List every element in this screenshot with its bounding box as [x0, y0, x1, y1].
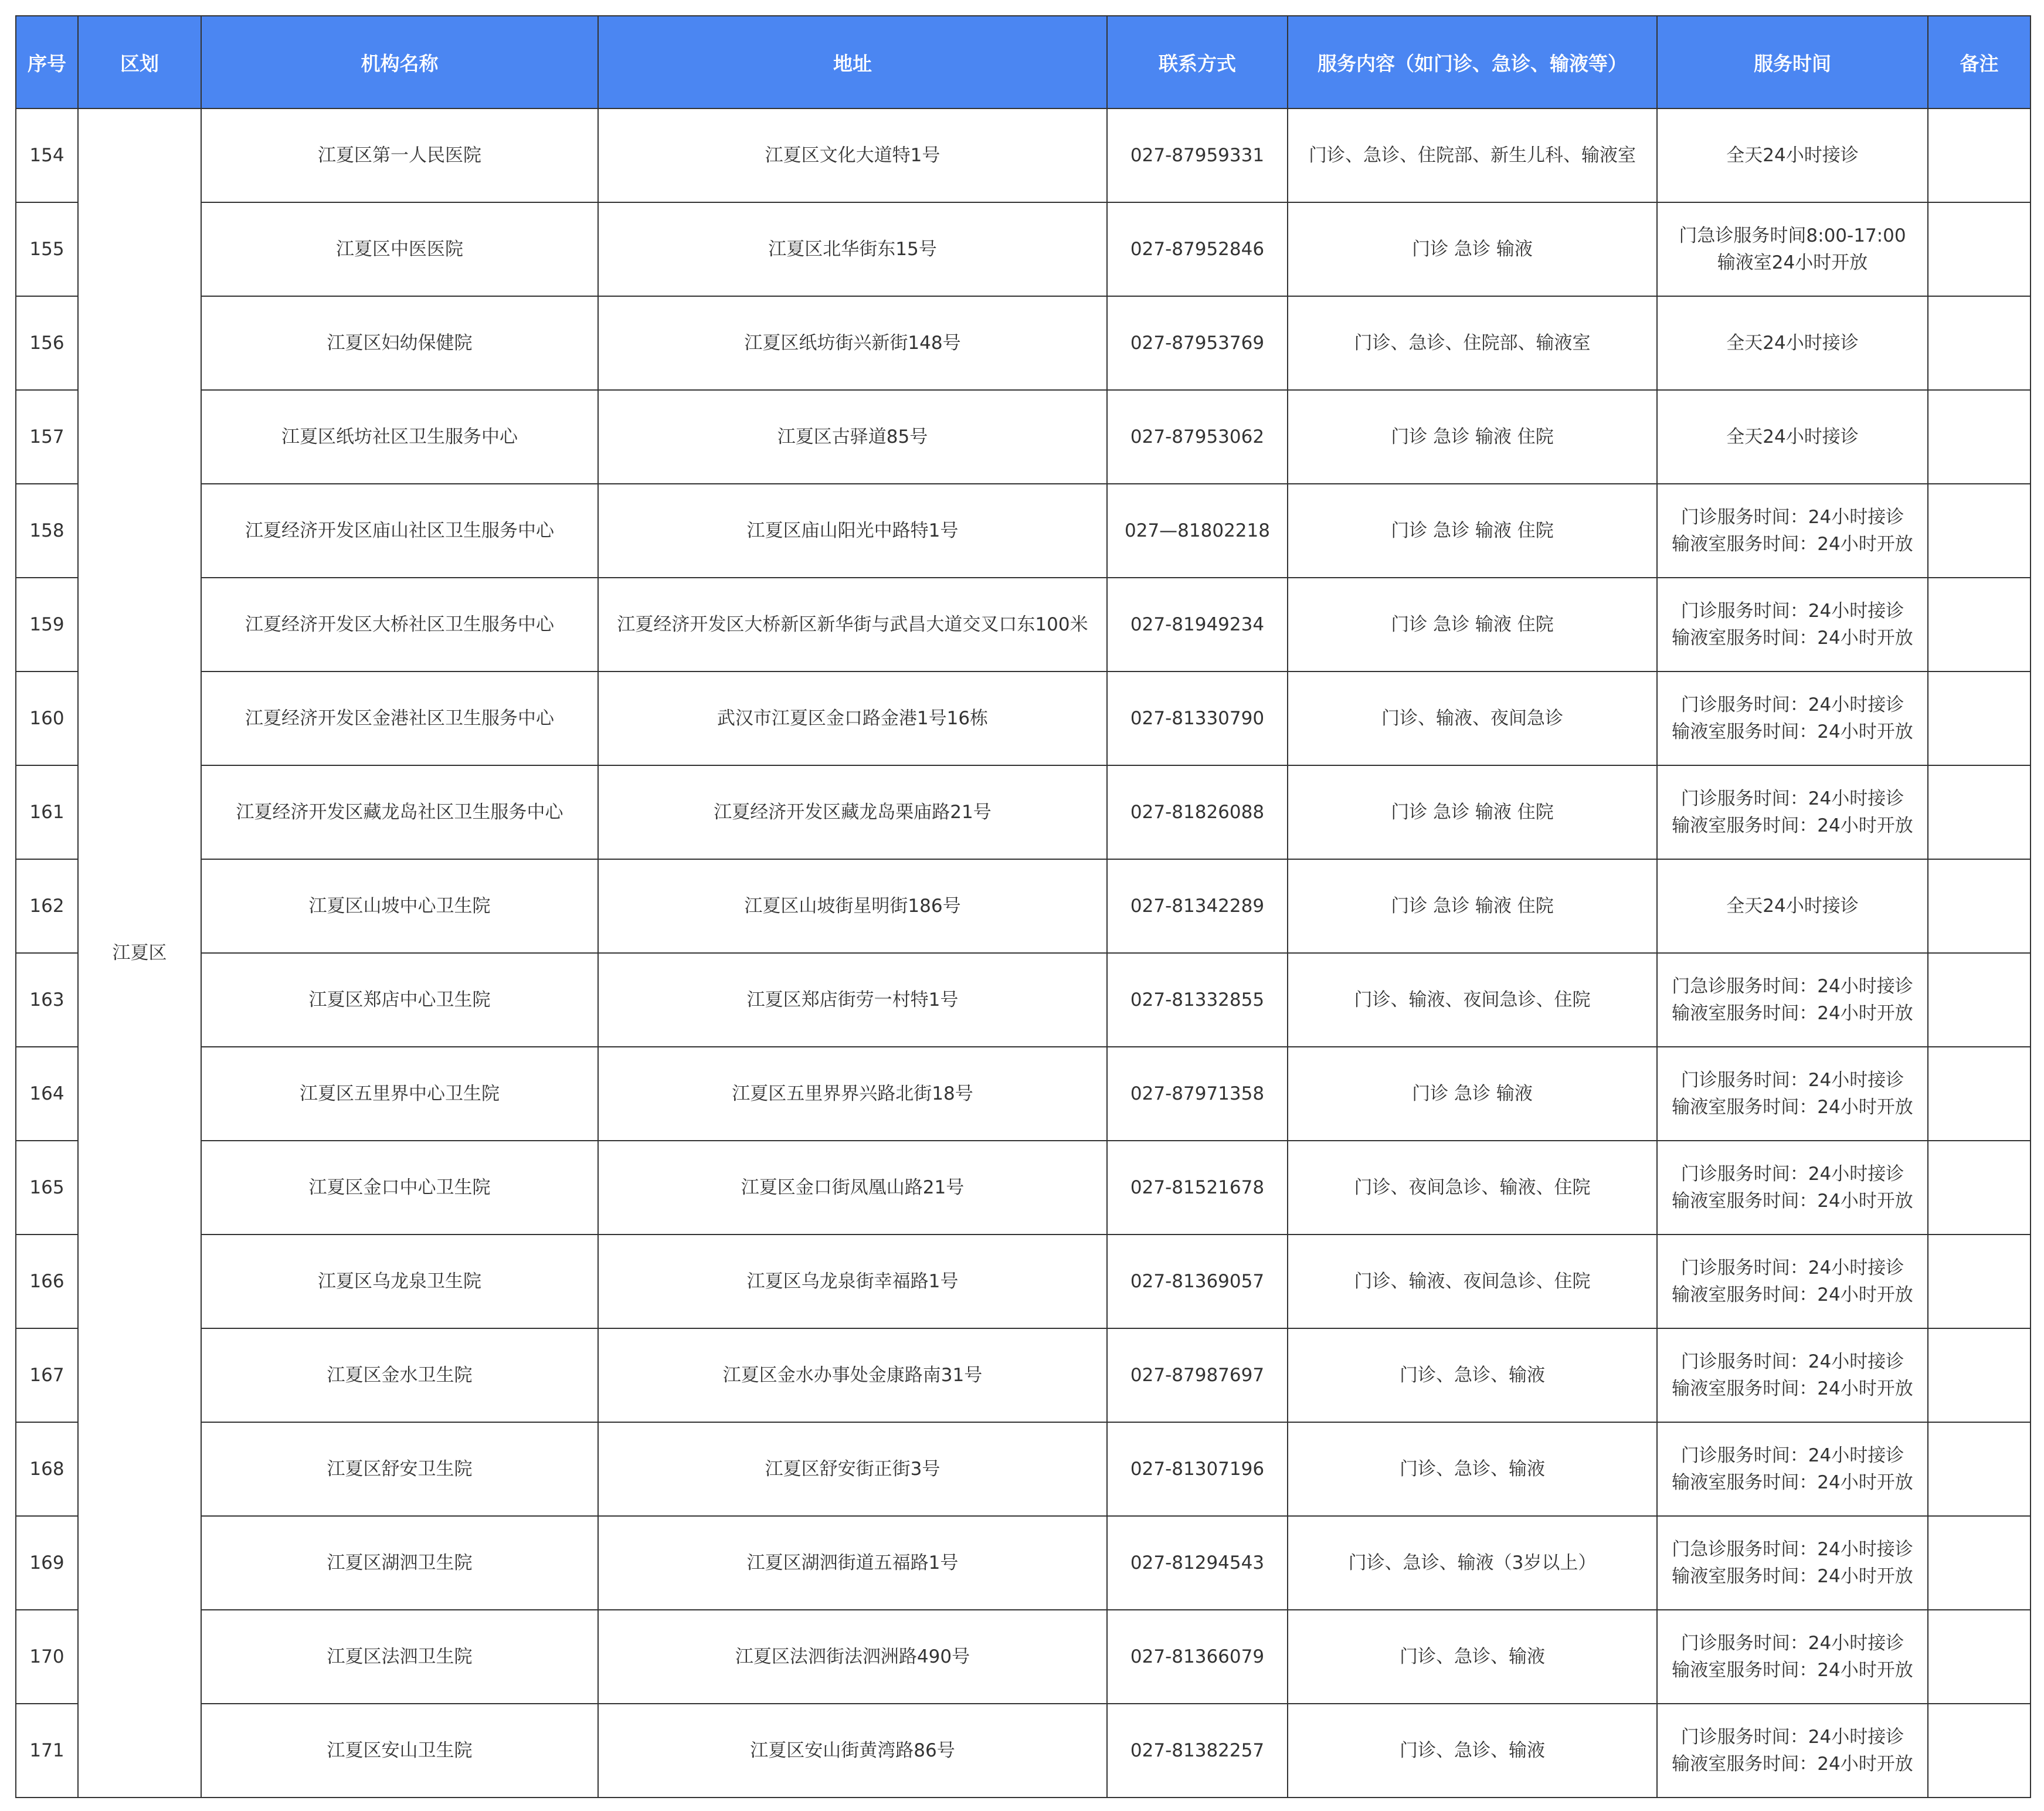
cell-name: 江夏区舒安卫生院: [201, 1422, 598, 1516]
table-row: [16, 202, 2031, 296]
col-header-time: 服务时间: [1657, 16, 1928, 108]
cell-time: [1657, 390, 1928, 484]
cell-note: [1928, 296, 2031, 390]
service-time-line: 输液室服务时间：24小时开放: [1672, 1754, 1913, 1775]
cell-address: 江夏区舒安街正街3号: [598, 1422, 1107, 1516]
table-row: [16, 672, 2031, 765]
cell-name: 江夏区金口中心卫生院: [201, 1141, 598, 1235]
cell-no: 163: [16, 953, 78, 1047]
table-row: [16, 1610, 2031, 1704]
cell-note: [1928, 1235, 2031, 1328]
cell-no: 168: [16, 1422, 78, 1516]
service-time-line: 输液室服务时间：24小时开放: [1672, 1284, 1913, 1305]
col-header-district: 区划: [78, 16, 201, 108]
service-time-line: 输液室服务时间：24小时开放: [1672, 1472, 1913, 1493]
cell-no: 165: [16, 1141, 78, 1235]
col-header-service: 服务内容（如门诊、急诊、输液等）: [1288, 16, 1657, 108]
cell-address: 江夏区金水办事处金康路南31号: [598, 1328, 1107, 1422]
service-time-line: 输液室服务时间：24小时开放: [1672, 1191, 1913, 1212]
cell-phone: 027-87953062: [1107, 390, 1288, 484]
service-time-line: 输液室服务时间：24小时开放: [1672, 1378, 1913, 1399]
cell-note: [1928, 1516, 2031, 1610]
cell-note: [1928, 1704, 2031, 1798]
cell-service: 门诊、输液、夜间急诊、住院: [1288, 1235, 1657, 1328]
cell-phone: 027-87952846: [1107, 202, 1288, 296]
cell-name: 江夏区中医医院: [201, 202, 598, 296]
facility-table: [15, 15, 2031, 1798]
cell-address: 江夏区北华街东15号: [598, 202, 1107, 296]
cell-name: 江夏区五里界中心卫生院: [201, 1047, 598, 1141]
header-row: [16, 16, 2031, 108]
cell-phone: 027—81802218: [1107, 484, 1288, 578]
cell-no: 164: [16, 1047, 78, 1141]
cell-note: [1928, 1328, 2031, 1422]
cell-time: [1657, 1704, 1928, 1798]
cell-time: [1657, 672, 1928, 765]
cell-time: [1657, 765, 1928, 859]
cell-address: 江夏区湖泗街道五福路1号: [598, 1516, 1107, 1610]
cell-phone: 027-81949234: [1107, 578, 1288, 672]
table-body: [16, 108, 2031, 1798]
cell-no: 158: [16, 484, 78, 578]
cell-no: 170: [16, 1610, 78, 1704]
cell-phone: 027-81307196: [1107, 1422, 1288, 1516]
cell-service: 门诊、急诊、输液: [1288, 1704, 1657, 1798]
service-time-line: 输液室服务时间：24小时开放: [1672, 1660, 1913, 1681]
cell-note: [1928, 1141, 2031, 1235]
cell-time: [1657, 1516, 1928, 1610]
service-time-line: 门诊服务时间：24小时接诊: [1680, 1164, 1904, 1185]
cell-service: 门诊、输液、夜间急诊: [1288, 672, 1657, 765]
cell-name: 江夏区纸坊社区卫生服务中心: [201, 390, 598, 484]
service-time-line: 输液室服务时间：24小时开放: [1672, 1566, 1913, 1587]
cell-address: 江夏区金口街凤凰山路21号: [598, 1141, 1107, 1235]
service-time-line: 输液室服务时间：24小时开放: [1672, 1003, 1913, 1024]
service-time-line: 门诊服务时间：24小时接诊: [1680, 601, 1904, 622]
cell-phone: 027-81826088: [1107, 765, 1288, 859]
cell-name: 江夏区湖泗卫生院: [201, 1516, 598, 1610]
cell-no: 160: [16, 672, 78, 765]
cell-name: 江夏区安山卫生院: [201, 1704, 598, 1798]
col-header-phone: 联系方式: [1107, 16, 1288, 108]
cell-time: [1657, 1610, 1928, 1704]
table-row: [16, 484, 2031, 578]
cell-address: 江夏区庙山阳光中路特1号: [598, 484, 1107, 578]
cell-service: 门诊 急诊 输液: [1288, 1047, 1657, 1141]
cell-time: [1657, 202, 1928, 296]
cell-service: 门诊、急诊、输液（3岁以上）: [1288, 1516, 1657, 1610]
table-row: [16, 859, 2031, 953]
cell-service: 门诊、输液、夜间急诊、住院: [1288, 953, 1657, 1047]
cell-no: 155: [16, 202, 78, 296]
table-row: [16, 390, 2031, 484]
cell-note: [1928, 1422, 2031, 1516]
table-row: [16, 1047, 2031, 1141]
cell-service: 门诊 急诊 输液 住院: [1288, 765, 1657, 859]
service-time-line: 全天24小时接诊: [1726, 145, 1859, 166]
cell-service: 门诊、夜间急诊、输液、住院: [1288, 1141, 1657, 1235]
cell-name: 江夏区第一人民医院: [201, 108, 598, 202]
service-time-line: 门诊服务时间：24小时接诊: [1680, 507, 1904, 528]
table-row: [16, 1422, 2031, 1516]
cell-no: 159: [16, 578, 78, 672]
cell-no: 166: [16, 1235, 78, 1328]
service-time-line: 门诊服务时间：24小时接诊: [1680, 694, 1904, 715]
cell-address: 江夏经济开发区大桥新区新华街与武昌大道交叉口东100米: [598, 578, 1107, 672]
service-time-line: 全天24小时接诊: [1726, 896, 1859, 917]
cell-name: 江夏区郑店中心卫生院: [201, 953, 598, 1047]
cell-no: 171: [16, 1704, 78, 1798]
cell-district: 江夏区: [78, 108, 201, 1798]
cell-phone: 027-81342289: [1107, 859, 1288, 953]
cell-note: [1928, 578, 2031, 672]
cell-time: [1657, 1235, 1928, 1328]
cell-address: 江夏区五里界界兴路北街18号: [598, 1047, 1107, 1141]
cell-time: [1657, 1422, 1928, 1516]
cell-name: 江夏区法泗卫生院: [201, 1610, 598, 1704]
cell-name: 江夏区山坡中心卫生院: [201, 859, 598, 953]
cell-no: 167: [16, 1328, 78, 1422]
cell-address: 江夏区文化大道特1号: [598, 108, 1107, 202]
service-time-line: 门急诊服务时间8:00-17:00: [1679, 225, 1906, 246]
cell-service: 门诊 急诊 输液 住院: [1288, 390, 1657, 484]
cell-phone: 027-81366079: [1107, 1610, 1288, 1704]
cell-address: 江夏区乌龙泉街幸福路1号: [598, 1235, 1107, 1328]
cell-phone: 027-87987697: [1107, 1328, 1288, 1422]
cell-note: [1928, 953, 2031, 1047]
cell-note: [1928, 484, 2031, 578]
col-header-note: 备注: [1928, 16, 2031, 108]
cell-note: [1928, 108, 2031, 202]
cell-time: [1657, 578, 1928, 672]
service-time-line: 输液室服务时间：24小时开放: [1672, 628, 1913, 649]
cell-service: 门诊、急诊、输液: [1288, 1422, 1657, 1516]
service-time-line: 门诊服务时间：24小时接诊: [1680, 1727, 1904, 1748]
service-time-line: 输液室24小时开放: [1717, 252, 1868, 273]
cell-service: 门诊、急诊、住院部、新生儿科、输液室: [1288, 108, 1657, 202]
cell-address: 江夏区安山街黄湾路86号: [598, 1704, 1107, 1798]
cell-phone: 027-87959331: [1107, 108, 1288, 202]
cell-name: 江夏经济开发区藏龙岛社区卫生服务中心: [201, 765, 598, 859]
cell-note: [1928, 765, 2031, 859]
service-time-line: 全天24小时接诊: [1726, 333, 1859, 354]
service-time-line: 全天24小时接诊: [1726, 426, 1859, 447]
cell-no: 157: [16, 390, 78, 484]
col-header-name: 机构名称: [201, 16, 598, 108]
table-row: [16, 108, 2031, 202]
cell-no: 156: [16, 296, 78, 390]
cell-name: 江夏经济开发区大桥社区卫生服务中心: [201, 578, 598, 672]
cell-service: 门诊 急诊 输液 住院: [1288, 484, 1657, 578]
cell-no: 169: [16, 1516, 78, 1610]
table-row: [16, 296, 2031, 390]
cell-time: [1657, 1141, 1928, 1235]
cell-phone: 027-87953769: [1107, 296, 1288, 390]
table-row: [16, 578, 2031, 672]
cell-address: 江夏区山坡街星明街186号: [598, 859, 1107, 953]
cell-service: 门诊、急诊、输液: [1288, 1610, 1657, 1704]
service-time-line: 门诊服务时间：24小时接诊: [1680, 1257, 1904, 1278]
cell-service: 门诊 急诊 输液 住院: [1288, 859, 1657, 953]
service-time-line: 输液室服务时间：24小时开放: [1672, 815, 1913, 836]
service-time-line: 输液室服务时间：24小时开放: [1672, 721, 1913, 742]
cell-name: 江夏区乌龙泉卫生院: [201, 1235, 598, 1328]
service-time-line: 门诊服务时间：24小时接诊: [1680, 1351, 1904, 1372]
cell-time: [1657, 1047, 1928, 1141]
table-row: [16, 765, 2031, 859]
cell-name: 江夏区金水卫生院: [201, 1328, 598, 1422]
cell-address: 江夏区法泗街法泗洲路490号: [598, 1610, 1107, 1704]
service-time-line: 门诊服务时间：24小时接诊: [1680, 1633, 1904, 1654]
cell-name: 江夏区妇幼保健院: [201, 296, 598, 390]
cell-name: 江夏经济开发区金港社区卫生服务中心: [201, 672, 598, 765]
service-time-line: 门急诊服务时间：24小时接诊: [1672, 1539, 1913, 1560]
cell-address: 武汉市江夏区金口路金港1号16栋: [598, 672, 1107, 765]
cell-time: [1657, 296, 1928, 390]
cell-address: 江夏区纸坊街兴新街148号: [598, 296, 1107, 390]
cell-phone: 027-81521678: [1107, 1141, 1288, 1235]
cell-time: [1657, 108, 1928, 202]
cell-time: [1657, 484, 1928, 578]
service-time-line: 输液室服务时间：24小时开放: [1672, 1097, 1913, 1118]
table-row: [16, 1235, 2031, 1328]
cell-phone: 027-81294543: [1107, 1516, 1288, 1610]
cell-time: [1657, 953, 1928, 1047]
service-time-line: 门诊服务时间：24小时接诊: [1680, 1445, 1904, 1466]
cell-service: 门诊 急诊 输液 住院: [1288, 578, 1657, 672]
cell-no: 161: [16, 765, 78, 859]
cell-name: 江夏经济开发区庙山社区卫生服务中心: [201, 484, 598, 578]
cell-address: 江夏区郑店街劳一村特1号: [598, 953, 1107, 1047]
cell-time: [1657, 859, 1928, 953]
table-row: [16, 1328, 2031, 1422]
cell-address: 江夏经济开发区藏龙岛栗庙路21号: [598, 765, 1107, 859]
cell-no: 154: [16, 108, 78, 202]
cell-time: [1657, 1328, 1928, 1422]
cell-note: [1928, 859, 2031, 953]
col-header-address: 地址: [598, 16, 1107, 108]
cell-note: [1928, 390, 2031, 484]
cell-phone: 027-81369057: [1107, 1235, 1288, 1328]
cell-service: 门诊、急诊、住院部、输液室: [1288, 296, 1657, 390]
cell-note: [1928, 202, 2031, 296]
table-row: [16, 1704, 2031, 1798]
service-time-line: 门诊服务时间：24小时接诊: [1680, 788, 1904, 809]
service-time-line: 门急诊服务时间：24小时接诊: [1672, 976, 1913, 997]
cell-phone: 027-81330790: [1107, 672, 1288, 765]
cell-phone: 027-87971358: [1107, 1047, 1288, 1141]
cell-phone: 027-81382257: [1107, 1704, 1288, 1798]
table-row: [16, 953, 2031, 1047]
cell-note: [1928, 1610, 2031, 1704]
cell-note: [1928, 1047, 2031, 1141]
cell-no: 162: [16, 859, 78, 953]
cell-service: 门诊、急诊、输液: [1288, 1328, 1657, 1422]
table-row: [16, 1516, 2031, 1610]
col-header-no: 序号: [16, 16, 78, 108]
cell-note: [1928, 672, 2031, 765]
service-time-line: 门诊服务时间：24小时接诊: [1680, 1070, 1904, 1091]
cell-service: 门诊 急诊 输液: [1288, 202, 1657, 296]
service-time-line: 输液室服务时间：24小时开放: [1672, 534, 1913, 555]
table-row: [16, 1141, 2031, 1235]
cell-phone: 027-81332855: [1107, 953, 1288, 1047]
cell-address: 江夏区古驿道85号: [598, 390, 1107, 484]
